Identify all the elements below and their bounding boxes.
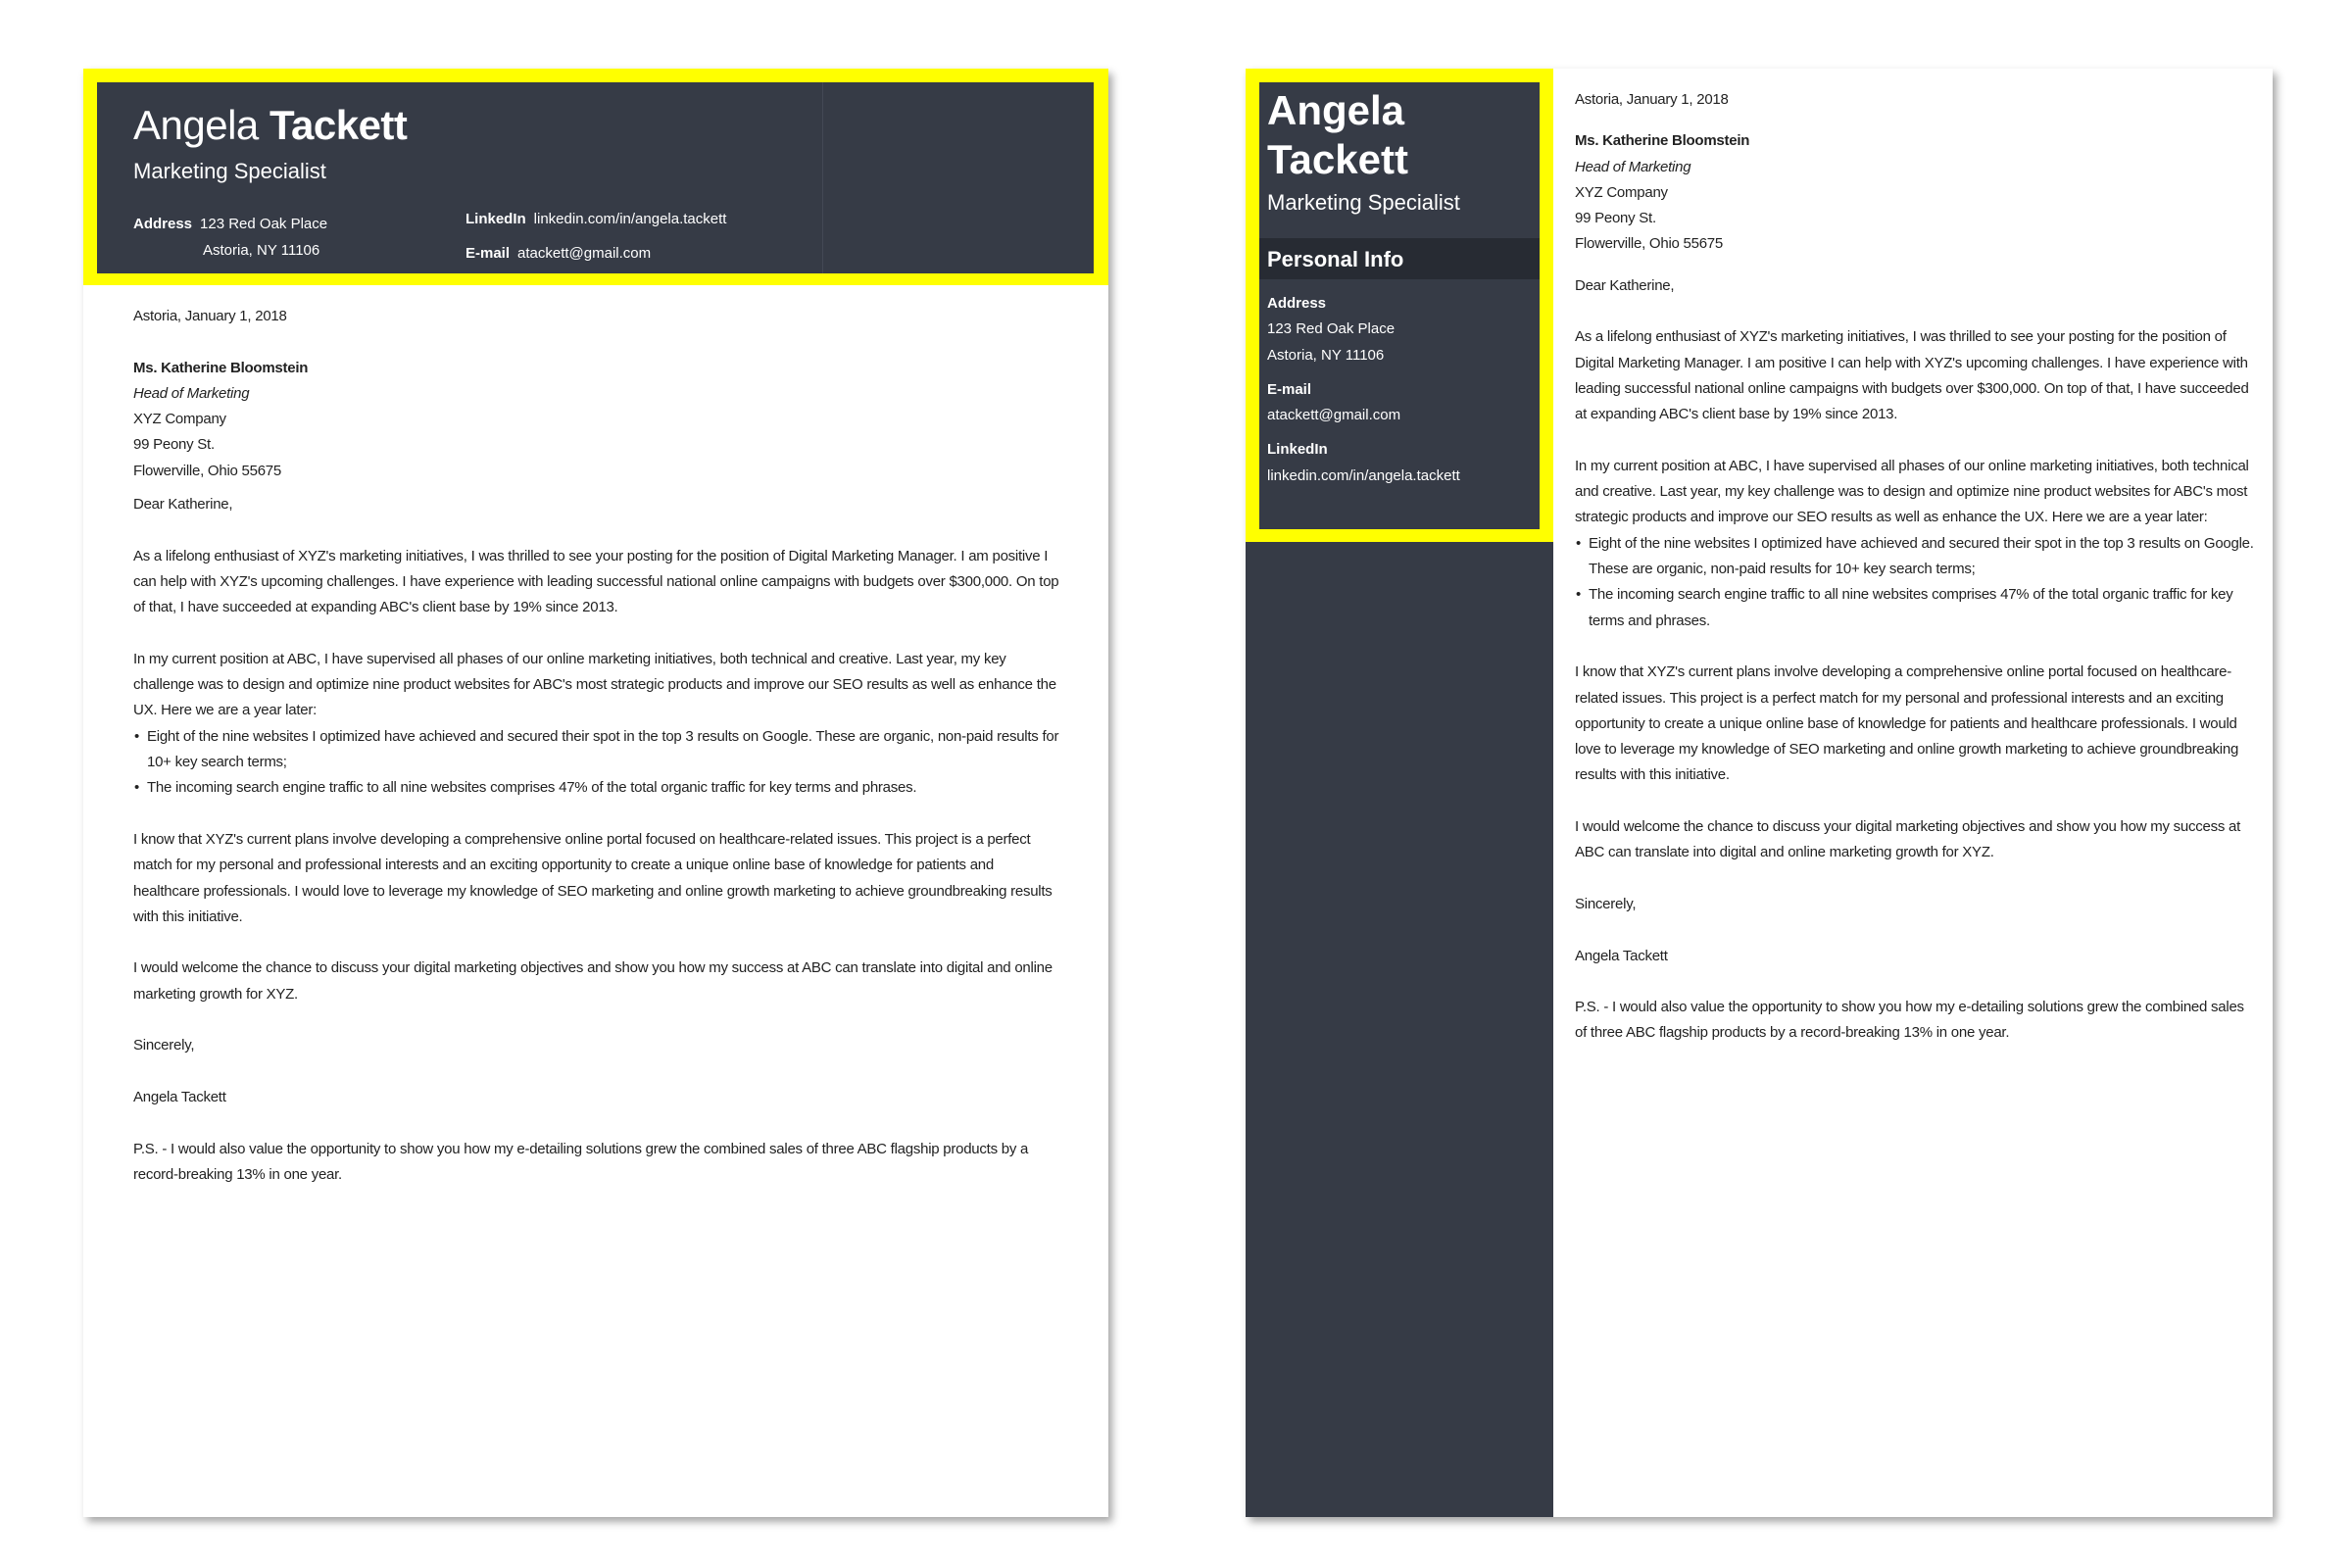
contact-details <box>1267 291 1460 489</box>
date: Astoria, January 1, 2018 <box>133 308 287 324</box>
salutation: Dear Katherine, <box>133 496 233 514</box>
paragraph-4: I would welcome the chance to discuss your digital marketing objectives and show you how my success at ABC can translate into digital and online marketing growth for XYZ. <box>1575 818 2241 861</box>
cover-letter-template-1 <box>83 69 1108 1517</box>
sidebar-header <box>1259 82 1540 529</box>
date: Astoria, January 1, 2018 <box>1575 91 1729 108</box>
recipient-name: Ms. Katherine Bloomstein <box>133 359 309 376</box>
signature: Angela Tackett <box>133 1088 226 1105</box>
postscript: P.S. - I would also value the opportunity to show you how my e-detailing solutions grew the combined sales of three ABC flagship products by a record-breaking 13% in one year. <box>133 1140 1029 1183</box>
list-item: • The incoming search engine traffic to all nine websites comprises 47% of the total organic traffic for key terms and phrases. <box>147 775 1059 801</box>
name <box>1267 86 1408 184</box>
personal-info-bar <box>1259 238 1540 279</box>
street: 99 Peony St. <box>1575 210 1656 227</box>
signature: Angela Tackett <box>1575 947 1668 964</box>
achievements-list <box>1575 531 2256 634</box>
closing: Sincerely, <box>133 1037 195 1054</box>
paragraph-2: In my current position at ABC, I have supervised all phases of our online marketing initiatives, both technical and creative. Last year, my key challenge was to design and optimize nine product websites for ABC's most strategic products and improve our SEO results as well as enhance the UX. Here we are a year later: <box>1575 457 2249 526</box>
postscript: P.S. - I would also value the opportunity to show you how my e-detailing solutions grew the combined sales of three ABC flagship products by a record-breaking 13% in one year. <box>1575 999 2244 1042</box>
address-block <box>133 211 327 264</box>
linkedin-link[interactable]: linkedin.com/in/angela.tackett <box>1267 466 1460 484</box>
list-item: • The incoming search engine traffic to all nine websites comprises 47% of the total organic traffic for key terms and phrases. <box>1589 582 2256 634</box>
address-label: Address <box>1267 295 1327 312</box>
city: Flowerville, Ohio 55675 <box>1575 235 1723 253</box>
paragraph-3: I know that XYZ's current plans involve developing a comprehensive online portal focused on healthcare-related issues. This project is a perfect match for my personal and professional interests and an exciting opportunity to create a unique online base of knowledge for patients and healthcare professionals. I would love to leverage my knowledge of SEO marketing and online growth marketing to achieve groundbreaking results with this initiative. <box>1575 663 2239 784</box>
paragraph-2: In my current position at ABC, I have supervised all phases of our online marketing initiatives, both technical and creative. Last year, my key challenge was to design and optimize nine product websites for ABC's most strategic products and improve our SEO results as well as enhance the UX. Here we are a year later: <box>133 650 1056 719</box>
company: XYZ Company <box>133 411 226 428</box>
recipient-name: Ms. Katherine Bloomstein <box>1575 132 1750 150</box>
list-item: • Eight of the nine websites I optimized have achieved and secured their spot in the top 3 results on Google. These are organic, non-paid results for 10+ key search terms; <box>147 724 1059 776</box>
letter-body <box>133 304 1059 1213</box>
achievements-list <box>133 724 1059 802</box>
address-line2: Astoria, NY 11106 <box>203 242 320 259</box>
letter-body <box>1575 87 2256 1072</box>
address-label: Address <box>133 216 193 232</box>
street: 99 Peony St. <box>133 436 215 454</box>
job-title: Marketing Specialist <box>133 159 326 183</box>
linkedin-label: LinkedIn <box>466 211 526 227</box>
header <box>97 82 1094 273</box>
linkedin-label: LinkedIn <box>1267 441 1328 459</box>
linkedin-link[interactable]: linkedin.com/in/angela.tackett <box>533 211 727 227</box>
email-link[interactable]: atackett@gmail.com <box>517 245 652 262</box>
name <box>133 102 407 149</box>
paragraph-3: I know that XYZ's current plans involve developing a comprehensive online portal focused on healthcare-related issues. This project is a perfect match for my personal and professional interests and an exciting opportunity to create a unique online base of knowledge for patients and healthcare professionals. I would love to leverage my knowledge of SEO marketing and online growth marketing to achieve groundbreaking results with this initiative. <box>133 830 1053 925</box>
email-label: E-mail <box>466 245 511 262</box>
email-link[interactable]: atackett@gmail.com <box>1267 407 1401 424</box>
last-name: Tackett <box>1267 136 1408 182</box>
paragraph-1: As a lifelong enthusiast of XYZ's marketing initiatives, I was thrilled to see your posting for the position of Digital Marketing Manager. I am positive I can help with XYZ's upcoming challenges. I have experience with leading successful national online campaigns with budgets over $300,000. On top of that, I have succeeded at expanding ABC's client base by 19% since 2013. <box>1575 328 2249 423</box>
linkedin-block <box>466 211 726 227</box>
email-block <box>466 245 651 262</box>
address-line1: 123 Red Oak Place <box>1267 320 1396 338</box>
salutation: Dear Katherine, <box>1575 276 1675 294</box>
last-name: Tackett <box>269 102 408 148</box>
list-item: • Eight of the nine websites I optimized have achieved and secured their spot in the top 3 results on Google. These are organic, non-paid results for 10+ key search terms; <box>1589 531 2256 583</box>
recipient-title: Head of Marketing <box>133 384 250 402</box>
recipient-title: Head of Marketing <box>1575 158 1691 175</box>
email-label: E-mail <box>1267 380 1312 398</box>
closing: Sincerely, <box>1575 895 1637 912</box>
job-title: Marketing Specialist <box>1267 190 1460 215</box>
personal-info-heading: Personal Info <box>1267 247 1404 271</box>
first-name: Angela <box>133 102 259 148</box>
address-line2: Astoria, NY 11106 <box>1267 346 1385 364</box>
city: Flowerville, Ohio 55675 <box>133 462 281 479</box>
address-line1: 123 Red Oak Place <box>200 216 328 232</box>
paragraph-1: As a lifelong enthusiast of XYZ's marketing initiatives, I was thrilled to see your posting for the position of Digital Marketing Manager. I am positive I can help with XYZ's upcoming challenges. I have experience with leading successful national online campaigns with budgets over $300,000. On top of that, I have succeeded at expanding ABC's client base by 19% since 2013. <box>133 547 1059 616</box>
header-divider <box>822 82 823 273</box>
paragraph-4: I would welcome the chance to discuss your digital marketing objectives and show you how my success at ABC can translate into digital and online marketing growth for XYZ. <box>133 959 1053 1003</box>
company: XYZ Company <box>1575 183 1668 201</box>
cover-letter-template-2 <box>1246 69 2273 1517</box>
first-name: Angela <box>1267 87 1405 133</box>
